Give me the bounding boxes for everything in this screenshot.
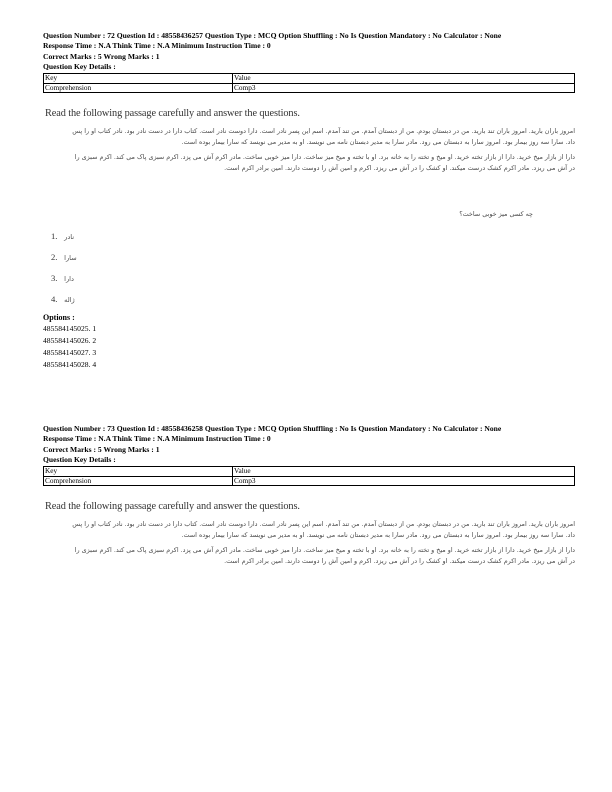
value-header-cell: Value [233, 467, 575, 477]
option-text: سارا [64, 254, 77, 263]
option-number: 3. [51, 273, 58, 284]
response-time-line: Response Time : N.A Think Time : N.A Minimum Instruction Time : 0 [43, 434, 271, 444]
option-item [51, 226, 575, 247]
question-block-73 [43, 424, 575, 567]
value-cell: Comp3 [233, 476, 575, 486]
option-id: 485584145025. 1 [43, 324, 97, 334]
table-row [44, 476, 575, 486]
passage-paragraph-1: امروز باران بارید. امروز باران تند بارید. من در دبستان بودم. من از دبستان آمدم. من تند آمدم. اسم این پسر نادر است. دارا دوست نادر است. کتاب دارا در دست نادر بود. نادر کتاب او را پس داد. سارا سه روز بیمار بود. امروز سارا به دبستان می رود. مادر سارا به مدیر دبستان نامه می نویسد. او به مدیر می نویسد که سارا بیمار بوده است. [72, 127, 575, 147]
key-header-cell: Key [44, 467, 233, 477]
table-header-row [44, 467, 575, 477]
question-header: Question Number : 73 Question Id : 48558436258 Question Type : MCQ Option Shuffling : No Is Question Mandatory : No Calculator : None [43, 424, 502, 433]
option-number: 2. [51, 252, 58, 263]
option-item [51, 289, 575, 310]
value-header-cell: Value [233, 74, 575, 84]
key-header-cell: Key [44, 74, 233, 84]
options-list [43, 226, 575, 310]
table-header-row [44, 74, 575, 84]
passage-instruction: Read the following passage carefully and answer the questions. [45, 501, 300, 513]
passage-paragraph-1: امروز باران بارید. امروز باران تند بارید. من در دبستان بودم. من از دبستان آمدم. من تند آمدم. اسم این پسر نادر است. دارا دوست نادر است. کتاب دارا در دست نادر بود. نادر کتاب او را پس داد. سارا سه روز بیمار بود. امروز سارا به دبستان می رود. مادر سارا به مدیر دبستان نامه می نویسد. او به مدیر می نویسد که سارا بیمار بوده است. [72, 520, 575, 540]
question-block-72 [43, 31, 575, 371]
table-row [44, 83, 575, 93]
option-number: 1. [51, 231, 58, 242]
option-text: نادر [64, 233, 75, 242]
option-id: 485584145027. 3 [43, 347, 97, 357]
key-details-table [43, 73, 575, 93]
key-details-table [43, 466, 575, 486]
key-cell: Comprehension [44, 83, 233, 93]
option-text: ژاله [64, 296, 75, 305]
key-details-title: Question Key Details : [43, 454, 116, 464]
passage-instruction: Read the following passage carefully and answer the questions. [45, 108, 300, 120]
options-label: Options : [43, 313, 75, 323]
response-time-line: Response Time : N.A Think Time : N.A Minimum Instruction Time : 0 [43, 41, 271, 51]
option-id: 485584145028. 4 [43, 359, 97, 369]
passage-paragraph-2: دارا از بازار میخ خرید. دارا از بازار تخته خرید. او میخ و تخته را به خانه برد. او با تخته و میخ میز ساخت. دارا میز خوبی ساخت. مادر اکرم آش می پزد. اکرم سبزی پاک می کند. اکرم سبزی را در آش می ریزد. مادر اکرم کشک درست میکند. او کشک را در آش می ریزد. اکرم و امین آش را دوست دارند. امین برادر اکرم است. [74, 153, 575, 173]
passage-paragraph-2: دارا از بازار میخ خرید. دارا از بازار تخته خرید. او میخ و تخته را به خانه برد. او با تخته و میخ میز ساخت. دارا میز خوبی ساخت. مادر اکرم آش می پزد. اکرم سبزی پاک می کند. اکرم سبزی را در آش می ریزد. مادر اکرم کشک درست میکند. او کشک را در آش می ریزد. اکرم و امین آش را دوست دارند. امین برادر اکرم است. [74, 546, 575, 566]
question-header: Question Number : 72 Question Id : 48558436257 Question Type : MCQ Option Shuffling : No Is Question Mandatory : No Calculator : None [43, 31, 502, 40]
option-number: 4. [51, 294, 58, 305]
option-text: دارا [64, 275, 74, 284]
option-item [51, 268, 575, 289]
question-text: چه کسی میز خوبی ساخت؟ [459, 210, 533, 219]
key-cell: Comprehension [44, 476, 233, 486]
option-item [51, 247, 575, 268]
key-details-title: Question Key Details : [43, 61, 116, 71]
option-id: 485584145026. 2 [43, 336, 97, 346]
value-cell: Comp3 [233, 83, 575, 93]
marks-line: Correct Marks : 5 Wrong Marks : 1 [43, 51, 160, 61]
marks-line: Correct Marks : 5 Wrong Marks : 1 [43, 444, 160, 454]
